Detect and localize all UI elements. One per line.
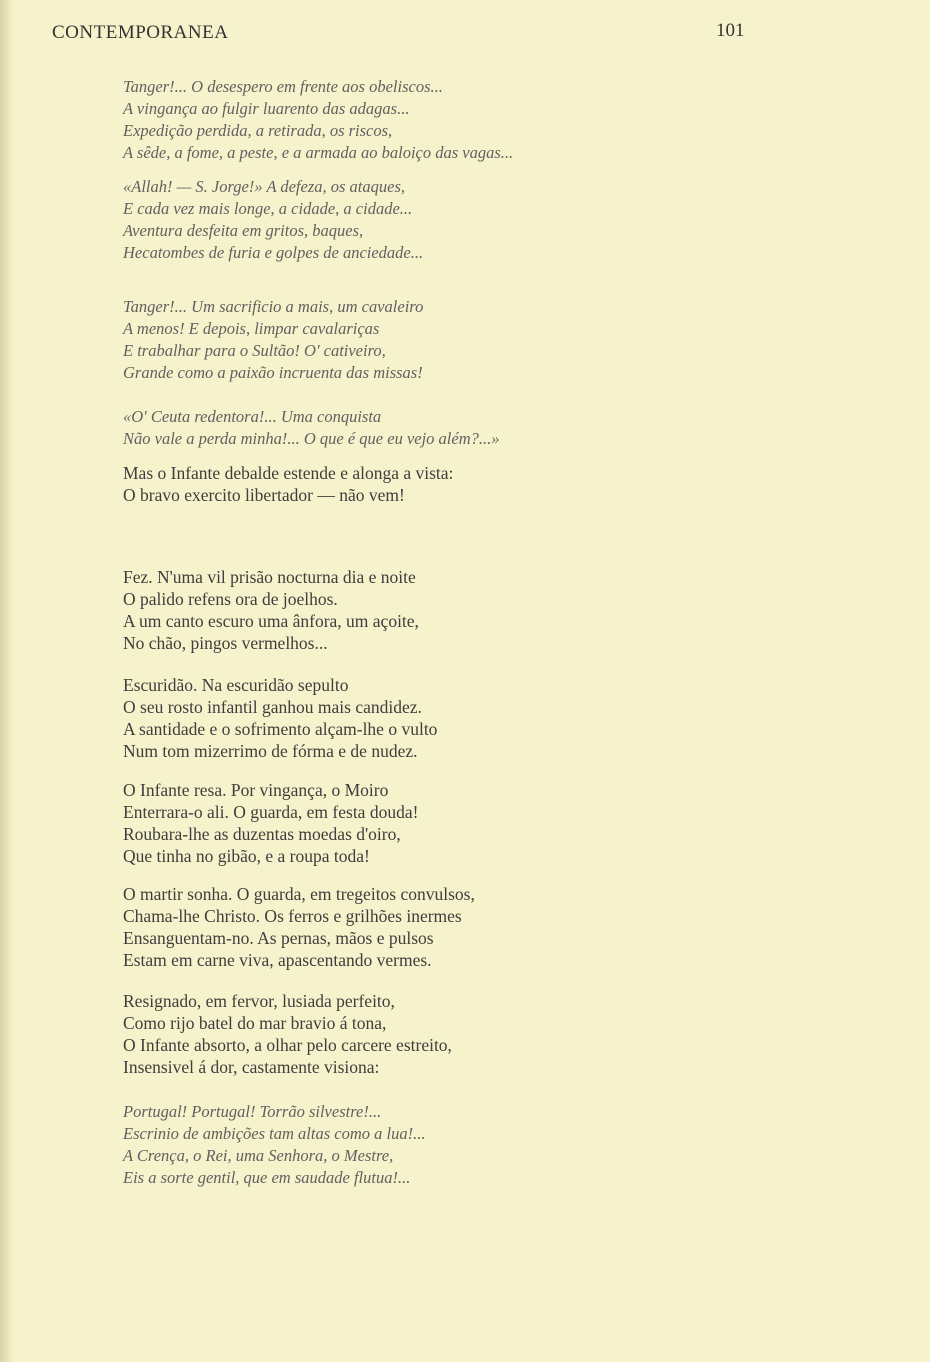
verse-line: No chão, pingos vermelhos... — [123, 633, 328, 653]
verse-line: Escrinio de ambições tam altas como a lua!... — [123, 1124, 426, 1143]
stanza — [123, 176, 423, 264]
verse-line: «O' Ceuta redentora!... Uma conquista — [123, 407, 382, 426]
stanza — [123, 406, 500, 450]
verse-line: Roubara-lhe as duzentas moedas d'oiro, — [123, 824, 401, 844]
verse-line: Chama-lhe Christo. Os ferros e grilhões inermes — [123, 906, 462, 926]
verse-line: A vingança ao fulgir luarento das adagas... — [123, 99, 410, 118]
verse-line: O Infante absorto, a olhar pelo carcere estreito, — [123, 1035, 452, 1055]
verse-line: O bravo exercito libertador — não vem! — [123, 485, 405, 505]
stanza — [123, 462, 453, 506]
verse-line: «Allah! — S. Jorge!» A defeza, os ataques, — [123, 177, 405, 196]
stanza — [123, 296, 423, 384]
verse-line: O seu rosto infantil ganhou mais candidez. — [123, 697, 422, 717]
verse-line: Expedição perdida, a retirada, os riscos, — [123, 121, 393, 140]
verse-line: Tanger!... O desespero em frente aos obeliscos... — [123, 77, 443, 96]
verse-line: Estam em carne viva, apascentando vermes. — [123, 950, 432, 970]
stanza — [123, 76, 513, 164]
verse-line: Num tom mizerrimo de fórma e de nudez. — [123, 741, 418, 761]
verse-line: Hecatombes de furia e golpes de anciedade... — [123, 243, 424, 262]
verse-line: Enterrara-o ali. O guarda, em festa douda! — [123, 802, 419, 822]
verse-line: Insensivel á dor, castamente visiona: — [123, 1057, 380, 1077]
verse-line: O martir sonha. O guarda, em tregeitos convulsos, — [123, 884, 475, 904]
verse-line: Tanger!... Um sacrificio a mais, um cavaleiro — [123, 297, 424, 316]
stanza — [123, 883, 475, 971]
stanza — [123, 1101, 425, 1189]
verse-line: Não vale a perda minha!... O que é que eu vejo além?...» — [123, 429, 500, 448]
verse-line: O palido refens ora de joelhos. — [123, 589, 338, 609]
stanza — [123, 566, 419, 654]
verse-line: Portugal! Portugal! Torrão silvestre!... — [123, 1102, 382, 1121]
verse-line: Grande como a paixão incruenta das missas! — [123, 363, 423, 382]
stanza — [123, 674, 437, 762]
verse-line: Mas o Infante debalde estende e alonga a vista: — [123, 463, 454, 483]
verse-line: E cada vez mais longe, a cidade, a cidade... — [123, 199, 413, 218]
verse-line: A Crença, o Rei, uma Senhora, o Mestre, — [123, 1146, 394, 1165]
verse-line: O Infante resa. Por vingança, o Moiro — [123, 780, 389, 800]
running-head: CONTEMPORANEA — [52, 22, 229, 43]
verse-line: Escuridão. Na escuridão sepulto — [123, 675, 349, 695]
verse-line: Aventura desfeita em gritos, baques, — [123, 221, 364, 240]
verse-line: A santidade e o sofrimento alçam-lhe o vulto — [123, 719, 438, 739]
verse-line: Ensanguentam-no. As pernas, mãos e pulsos — [123, 928, 434, 948]
page-edge-shadow — [0, 0, 14, 1362]
verse-line: Fez. N'uma vil prisão nocturna dia e noite — [123, 567, 416, 587]
stanza — [123, 779, 418, 867]
verse-line: A sêde, a fome, a peste, e a armada ao baloiço das vagas... — [123, 143, 514, 162]
verse-line: Resignado, em fervor, lusiada perfeito, — [123, 991, 395, 1011]
verse-line: A um canto escuro uma ânfora, um açoite, — [123, 611, 419, 631]
verse-line: Eis a sorte gentil, que em saudade flutua!... — [123, 1168, 411, 1187]
verse-line: Como rijo batel do mar bravio á tona, — [123, 1013, 387, 1033]
stanza — [123, 990, 452, 1078]
page-number: 101 — [716, 20, 745, 41]
verse-line: E trabalhar para o Sultão! O' cativeiro, — [123, 341, 386, 360]
verse-line: A menos! E depois, limpar cavalariças — [123, 319, 380, 338]
verse-line: Que tinha no gibão, e a roupa toda! — [123, 846, 370, 866]
